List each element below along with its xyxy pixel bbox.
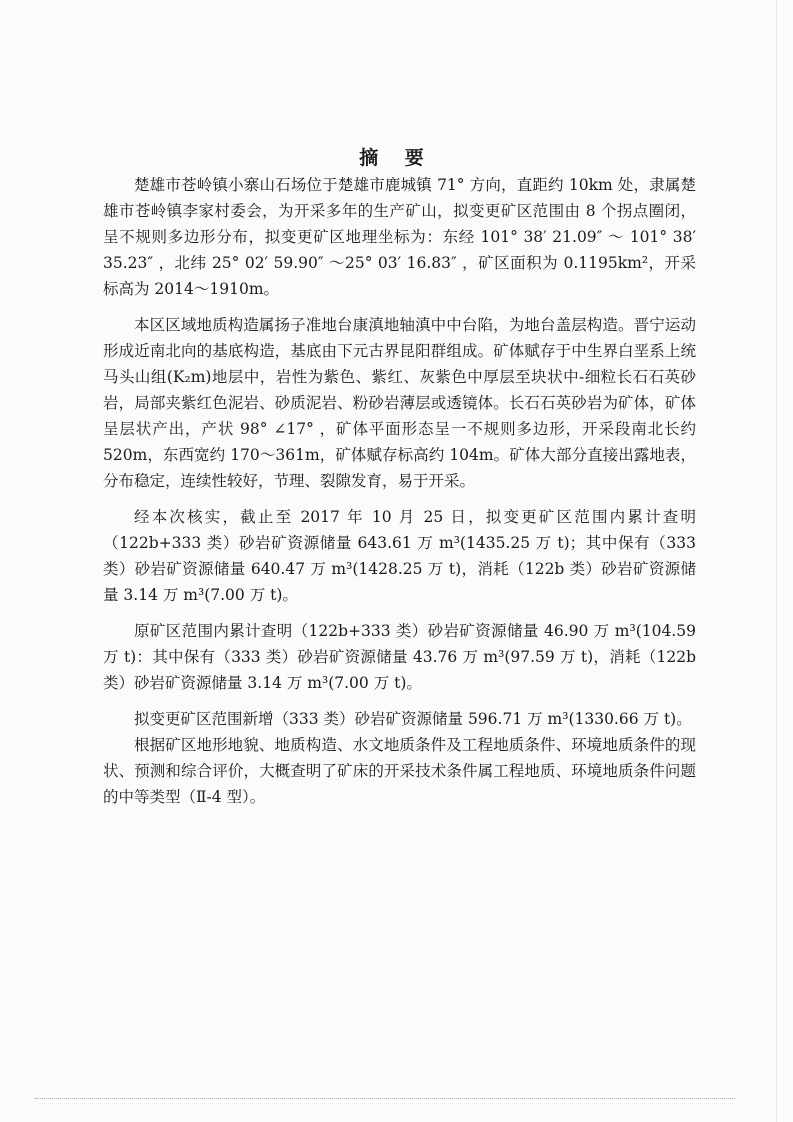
paragraph-geology: 本区区域地质构造属扬子准地台康滇地轴滇中中台陷，为地台盖层构造。晋宁运动形成近南北向的基底构造，基底由下元古界昆阳群组成。矿体赋存于中生界白垩系上统马头山组(K₂m)地层中，岩性为紫色、紫红、灰紫色中厚层至块状中-细粒长石石英砂岩，局部夹紫红色泥岩、砂质泥岩、粉砂岩薄层或透镜体。长石石英砂岩为矿体，矿体呈层状产出，产状 98° ∠17° ，矿体平面形态呈一不规则多边形，开采段南北长约 520m，东西宽约 170～361m，矿体赋存标高约 104m。矿体大部分直接出露地表，分布稳定，连续性较好，节理、裂隙发育，易于开采。 <box>103 316 696 490</box>
document-body <box>103 172 696 810</box>
paragraph-reserves-new: 拟变更矿区范围新增（333 类）砂岩矿资源储量 596.71 万 m³(1330.66 万 t)。 <box>134 710 692 728</box>
paragraph-reserves-total: 经本次核实，截止至 2017 年 10 月 25 日，拟变更矿区范围内累计查明（122b+333 类）砂岩矿资源储量 643.61 万 m³(1435.25 万 t)；其中保有（333 类）砂岩矿资源储量 640.47 万 m³(1428.25 万 t)，消耗（122b 类）砂岩矿资源储量 3.14 万 m³(7.00 万 t)。 <box>103 508 696 604</box>
bottom-divider <box>35 1098 735 1099</box>
paragraph-conditions: 根据矿区地形地貌、地质构造、水文地质条件及工程地质条件、环境地质条件的现状、预测和综合评价，大概查明了矿床的开采技术条件属工程地质、环境地质条件问题的中等类型（Ⅱ-4 型）。 <box>103 736 696 806</box>
page-title: 摘 要 <box>359 147 434 169</box>
paragraph-location: 楚雄市苍岭镇小寨山石场位于楚雄市鹿城镇 71° 方向，直距约 10km 处，隶属楚雄市苍岭镇李家村委会，为开采多年的生产矿山，拟变更矿区范围由 8 个拐点圈闭，呈不规则多边形分布，拟变更矿区地理坐标为：东经 101° 38′ 21.09″ ～ 101° 38′ 35.23″ ，北纬 25° 02′ 59.90″ ～25° 03′ 16.83″ ，矿区面积为 0.1195km²，开采标高为 2014～1910m。 <box>103 176 696 298</box>
paragraph-reserves-original: 原矿区范围内累计查明（122b+333 类）砂岩矿资源储量 46.90 万 m³(104.59 万 t)：其中保有（333 类）砂岩矿资源储量 43.76 万 m³(97.59 万 t)，消耗（122b 类）砂岩矿资源储量 3.14 万 m³(7.00 万 t)。 <box>103 622 696 692</box>
